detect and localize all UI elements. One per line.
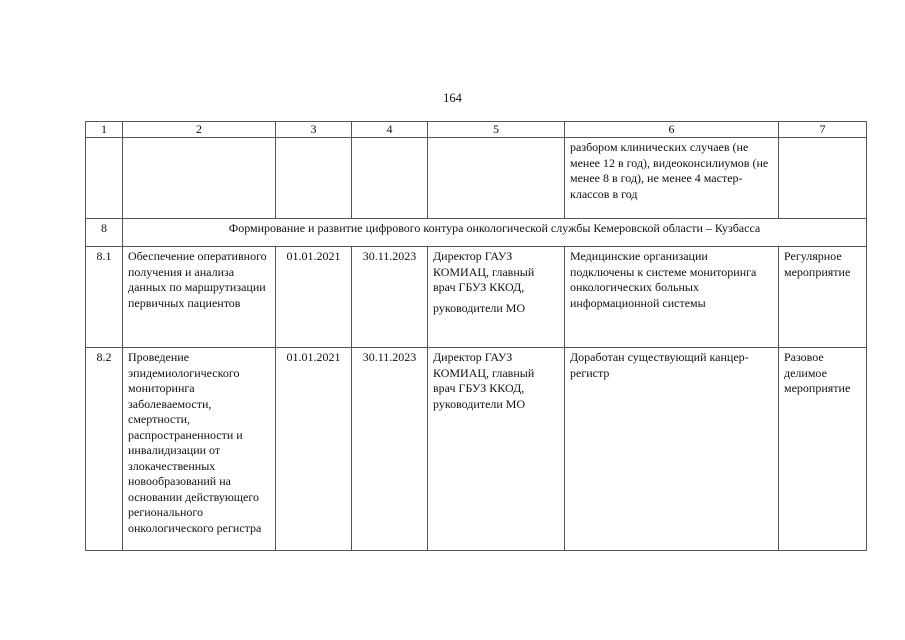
empty-cell bbox=[123, 138, 276, 219]
table-header-row bbox=[86, 122, 867, 138]
empty-cell bbox=[276, 138, 352, 219]
result-cell: Доработан существующий канцер-регистр bbox=[565, 348, 779, 551]
header-cell: 6 bbox=[565, 122, 779, 138]
start-date-cell: 01.01.2021 bbox=[276, 348, 352, 551]
header-cell: 3 bbox=[276, 122, 352, 138]
plan-table bbox=[85, 121, 867, 551]
empty-cell bbox=[428, 138, 565, 219]
responsible-cell bbox=[428, 247, 565, 348]
responsible-extra: руководители МО bbox=[433, 300, 526, 315]
type-cell: Разовое делимое мероприятие bbox=[779, 348, 867, 551]
table-row-continuation bbox=[86, 138, 867, 219]
header-cell: 2 bbox=[123, 122, 276, 138]
header-cell: 5 bbox=[428, 122, 565, 138]
empty-cell bbox=[779, 138, 867, 219]
type-cell: Регулярное мероприятие bbox=[779, 247, 867, 348]
responsible-main: Директор ГАУЗ КОМИАЦ, главный врач ГБУЗ ККОД, bbox=[433, 249, 535, 294]
result-cell: Медицинские организации подключены к системе мониторинга онкологических больных информационной системы bbox=[565, 247, 779, 348]
header-cell: 7 bbox=[779, 122, 867, 138]
section-number: 8 bbox=[86, 219, 123, 247]
section-title: Формирование и развитие цифрового контура онкологической службы Кемеровской области – Кузбасса bbox=[123, 219, 867, 247]
table-row bbox=[86, 348, 867, 551]
responsible-cell: Директор ГАУЗ КОМИАЦ, главный врач ГБУЗ ККОД, руководители МО bbox=[428, 348, 565, 551]
header-cell: 4 bbox=[352, 122, 428, 138]
page-number: 164 bbox=[443, 91, 462, 105]
header-cell: 1 bbox=[86, 122, 123, 138]
table-row bbox=[86, 247, 867, 348]
start-date-cell: 01.01.2021 bbox=[276, 247, 352, 348]
end-date-cell: 30.11.2023 bbox=[352, 247, 428, 348]
empty-cell bbox=[86, 138, 123, 219]
result-cell: разбором клинических случаев (не менее 12 в год), видеоконсилиумов (не менее 8 в год), не менее 4 мастер-классов в год bbox=[565, 138, 779, 219]
empty-cell bbox=[352, 138, 428, 219]
activity-cell: Проведение эпидемиологического мониторинга заболеваемости, смертности, распространенности и инвалидизации от злокачественных новообразований на основании действующего регионального онкологического регистра bbox=[123, 348, 276, 551]
activity-cell: Обеспечение оперативного получения и анализа данных по маршрутизации первичных пациентов bbox=[123, 247, 276, 348]
section-row bbox=[86, 219, 867, 247]
row-number: 8.1 bbox=[86, 247, 123, 348]
end-date-cell: 30.11.2023 bbox=[352, 348, 428, 551]
row-number: 8.2 bbox=[86, 348, 123, 551]
